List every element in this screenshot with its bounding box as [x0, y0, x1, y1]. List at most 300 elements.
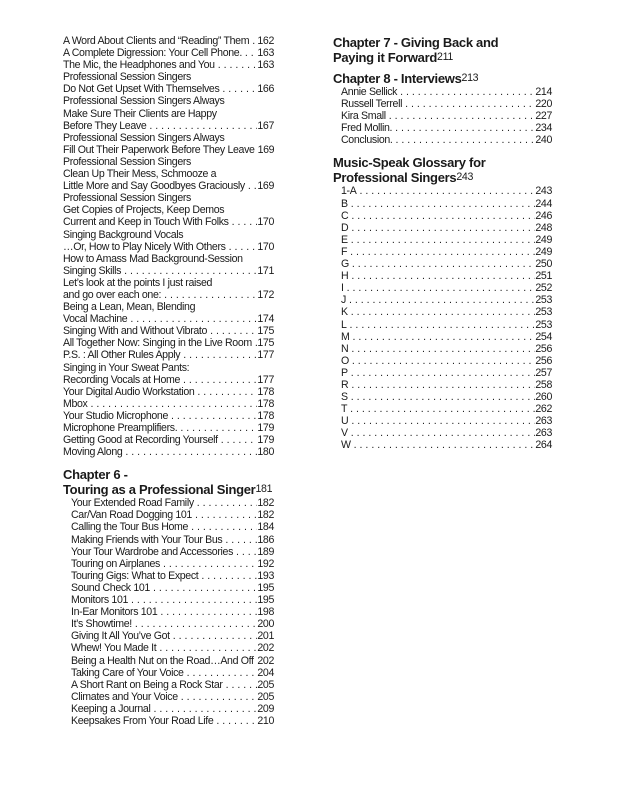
- chapter-title: Paying it Forward: [333, 50, 437, 65]
- dot-leader: [392, 122, 535, 134]
- page-number: 262: [535, 403, 552, 416]
- entry-title: Professional Session Singers Always: [63, 131, 225, 144]
- entry-title: Fred Mollin.: [341, 122, 393, 135]
- toc-entry[interactable]: [63, 301, 274, 325]
- toc-entry[interactable]: [63, 386, 274, 398]
- entry-title: Professional Session Singers: [63, 155, 191, 168]
- toc-entry-line: [63, 558, 274, 570]
- entry-title: Get Copies of Projects, Keep Demos: [63, 204, 225, 217]
- toc-entry-line: [63, 410, 274, 422]
- page-number: 253: [535, 306, 552, 319]
- page-number: 204: [257, 666, 274, 679]
- toc-entry[interactable]: [63, 434, 274, 446]
- toc-entry-line: [63, 241, 274, 253]
- entry-title: It’s Showtime!: [71, 618, 132, 631]
- toc-entry-line: [63, 667, 274, 679]
- entry-title: F: [341, 245, 348, 258]
- dot-leader: [127, 313, 257, 325]
- page-number: 209: [257, 702, 274, 715]
- dot-leader: [233, 546, 257, 558]
- toc-entry-line: [333, 222, 552, 234]
- dot-leader: [192, 509, 257, 521]
- toc-entry-line: [333, 343, 552, 355]
- toc-entry-line: [63, 156, 274, 168]
- toc-entry[interactable]: [63, 509, 274, 521]
- entry-title: Calling the Tour Bus Home: [71, 521, 189, 534]
- toc-entry-line: [63, 349, 274, 361]
- toc-entry[interactable]: [63, 630, 274, 642]
- toc-entry-line: [63, 313, 274, 325]
- toc-entry-line: [63, 132, 274, 144]
- dot-leader: [229, 216, 258, 228]
- dot-leader: [194, 386, 257, 398]
- toc-entry[interactable]: [63, 558, 274, 570]
- page-number: 227: [535, 110, 552, 123]
- toc-entry[interactable]: [63, 679, 274, 691]
- toc-entry[interactable]: [333, 210, 552, 222]
- dot-leader: [226, 241, 258, 253]
- page-number: 260: [535, 391, 552, 404]
- entry-title: Sound Check 101: [71, 581, 150, 594]
- dot-leader: [347, 319, 536, 331]
- entry-title: Fill Out Their Paperwork Before They Leave: [63, 143, 255, 156]
- toc-entry[interactable]: [333, 282, 552, 294]
- dot-leader: [161, 289, 257, 301]
- dot-leader: [348, 367, 536, 379]
- page-number: 172: [257, 288, 274, 301]
- page-number: 171: [257, 264, 274, 277]
- toc-entry[interactable]: [333, 185, 552, 197]
- toc-entry[interactable]: [333, 270, 552, 282]
- page-number: 186: [257, 533, 274, 546]
- entry-title: A Short Rant on Being a Rock Star: [71, 678, 223, 691]
- dot-leader: [188, 521, 257, 533]
- dot-leader: [347, 403, 535, 415]
- dot-leader: [184, 667, 258, 679]
- toc-entry[interactable]: [63, 192, 274, 228]
- entry-title: Singing in Your Sweat Pants:: [63, 361, 190, 374]
- toc-entry[interactable]: [333, 415, 552, 427]
- toc-entry-line: [63, 83, 274, 95]
- toc-entry-line: [333, 319, 552, 331]
- toc-entry-line: [63, 642, 274, 654]
- page-number: 182: [257, 497, 274, 510]
- page-number: 240: [535, 134, 552, 147]
- entry-title: Vocal Machine: [63, 313, 128, 326]
- toc-entry-line: [63, 71, 274, 83]
- page-number: 248: [535, 221, 552, 234]
- toc-entry-line: [63, 521, 274, 533]
- toc-entry-line: [63, 679, 274, 691]
- toc-entry[interactable]: [333, 198, 552, 210]
- page-number: 202: [257, 642, 274, 655]
- page-number: 246: [535, 209, 552, 222]
- page-number: 244: [535, 197, 552, 210]
- chapter-6-section: [63, 467, 274, 727]
- page-number: 179: [257, 434, 274, 447]
- entry-title: Being a Lean, Mean, Blending: [63, 301, 196, 314]
- toc-entry-line: [63, 509, 274, 521]
- chapter-heading-line: [333, 50, 552, 65]
- toc-entry-line: [63, 446, 274, 458]
- page-number: 249: [535, 233, 552, 246]
- entry-title: …Or, How to Play Nicely With Others: [63, 240, 226, 253]
- toc-entry[interactable]: [63, 35, 274, 47]
- chapter-heading-line: [63, 467, 274, 482]
- chapter-title: Touring as a Professional Singer: [63, 482, 256, 498]
- toc-entry-line: [333, 185, 552, 197]
- toc-entry-line: [63, 497, 274, 509]
- toc-entry[interactable]: [63, 156, 274, 192]
- entry-title: Mbox: [63, 397, 88, 410]
- toc-entry-line: [333, 270, 552, 282]
- toc-entry[interactable]: [63, 71, 274, 95]
- page-number: 184: [257, 521, 274, 534]
- toc-entry-line: [63, 325, 274, 337]
- entry-title: Monitors 101: [71, 594, 129, 607]
- toc-entry[interactable]: [63, 594, 274, 606]
- entry-title: In-Ear Monitors 101: [71, 606, 158, 619]
- entry-title: Singing Background Vocals: [63, 228, 184, 241]
- dot-leader: [348, 198, 536, 210]
- entry-title: B: [341, 197, 348, 210]
- dot-leader: [223, 679, 258, 691]
- chapter-heading-line: [333, 170, 552, 185]
- dot-leader: [207, 325, 257, 337]
- entry-title: Giving It All You’ve Got: [71, 630, 170, 643]
- toc-entry[interactable]: [63, 337, 274, 349]
- chapter-heading-line: [63, 482, 274, 497]
- toc-entry[interactable]: [63, 95, 274, 131]
- chapter-8-section: [333, 71, 552, 146]
- chapter-title: Chapter 8 - Interviews: [333, 71, 462, 86]
- spacer: [333, 146, 552, 155]
- entry-title: Car/Van Road Dogging 101: [71, 509, 192, 522]
- toc-entry[interactable]: [63, 229, 274, 253]
- page-number: 162: [257, 35, 274, 47]
- page-number: 195: [257, 594, 274, 607]
- page-number: 250: [535, 258, 552, 271]
- entry-title: H: [341, 270, 349, 283]
- toc-entry-line: [333, 331, 552, 343]
- toc-entry-line: [63, 289, 274, 301]
- page-number: 253: [535, 318, 552, 331]
- toc-entry[interactable]: [333, 86, 552, 98]
- toc-entry[interactable]: [63, 534, 274, 546]
- toc-entry-line: [333, 198, 552, 210]
- toc-entry[interactable]: [333, 258, 552, 270]
- page-number: 256: [535, 354, 552, 367]
- entry-title: Clean Up Their Mess, Schmooze a: [63, 168, 217, 181]
- dot-leader: [348, 234, 536, 246]
- page-number: 195: [257, 581, 274, 594]
- toc-entry[interactable]: [63, 570, 274, 582]
- dot-leader: [351, 439, 536, 451]
- page-number: 220: [535, 98, 552, 111]
- toc-entry-line: [333, 355, 552, 367]
- toc-entry-line: [63, 655, 274, 667]
- toc-entry-line: [63, 95, 274, 107]
- toc-entry-line: [63, 434, 274, 446]
- page-number: 178: [257, 409, 274, 422]
- page-number: 198: [257, 606, 274, 619]
- toc-entry[interactable]: [333, 294, 552, 306]
- chapter-heading-line: [333, 71, 552, 86]
- page-number: 177: [257, 349, 274, 362]
- toc-entry[interactable]: [63, 362, 274, 386]
- toc-entry[interactable]: [333, 98, 552, 110]
- page-number: 178: [257, 397, 274, 410]
- toc-entry-line: [63, 362, 274, 374]
- toc-entry[interactable]: [333, 355, 552, 367]
- toc-entry[interactable]: [333, 222, 552, 234]
- entry-title: Professional Session Singers Always: [63, 95, 225, 108]
- entry-title: Russell Terrell: [341, 98, 403, 111]
- entry-title: Making Friends with Your Tour Bus: [71, 533, 223, 546]
- page-number: 251: [535, 270, 552, 283]
- dot-leader: [157, 606, 257, 618]
- page-number: 182: [257, 509, 274, 522]
- toc-entries-list: [63, 35, 274, 458]
- toc-entry[interactable]: [63, 349, 274, 361]
- entry-title: Current and Keep in Touch With Folks: [63, 216, 229, 229]
- toc-entry[interactable]: [333, 439, 552, 451]
- dot-leader: [180, 374, 257, 386]
- toc-entry[interactable]: [333, 391, 552, 403]
- entry-title: Singing Skills: [63, 264, 122, 277]
- toc-entry[interactable]: [63, 703, 274, 715]
- dot-leader: [402, 98, 535, 110]
- toc-entry-line: [63, 204, 274, 216]
- toc-entry-line: [333, 98, 552, 110]
- entry-title: Make Sure Their Clients are Happy: [63, 107, 217, 120]
- dot-leader: [177, 422, 257, 434]
- dot-leader: [348, 222, 535, 234]
- entry-title: I: [341, 282, 344, 295]
- dot-leader: [128, 594, 257, 606]
- toc-entry[interactable]: [333, 306, 552, 318]
- dot-leader: [348, 391, 536, 403]
- toc-entry-line: [63, 168, 274, 180]
- toc-entry-line: [63, 277, 274, 289]
- toc-entry-line: [63, 253, 274, 265]
- toc-entry-line: [63, 630, 274, 642]
- page-number: 170: [257, 216, 274, 229]
- entry-title: All Together Now: Singing in the Live Room: [63, 337, 252, 350]
- toc-entry-line: [333, 86, 552, 98]
- toc-entry[interactable]: [63, 410, 274, 422]
- entry-title: How to Amass Mad Background-Session: [63, 252, 243, 265]
- page-number: 213: [461, 72, 479, 84]
- toc-entry-line: [63, 534, 274, 546]
- toc-entry[interactable]: [333, 246, 552, 258]
- dot-leader: [150, 703, 257, 715]
- toc-entry[interactable]: [63, 521, 274, 533]
- dot-leader: [347, 246, 535, 258]
- toc-entry[interactable]: [333, 343, 552, 355]
- dot-leader: [122, 446, 257, 458]
- entry-title: W: [341, 439, 351, 452]
- dot-leader: [168, 410, 257, 422]
- page-number: 163: [257, 59, 274, 72]
- dot-leader: [218, 434, 258, 446]
- entry-title: Your Extended Road Family: [71, 497, 194, 510]
- entry-title: N: [341, 342, 349, 355]
- toc-entry[interactable]: [333, 319, 552, 331]
- page-number: 169: [257, 143, 275, 156]
- page-number: 166: [257, 83, 274, 96]
- entry-title: Keeping a Journal: [71, 702, 151, 715]
- entry-title: and go over each one:: [63, 288, 162, 301]
- toc-entry-line: [63, 337, 274, 349]
- toc-entry[interactable]: [63, 422, 274, 434]
- toc-entry[interactable]: [63, 655, 274, 667]
- toc-entry[interactable]: [63, 325, 274, 337]
- toc-entry[interactable]: [333, 331, 552, 343]
- entry-title: L: [341, 318, 347, 331]
- dot-leader: [349, 331, 535, 343]
- entry-title: K: [341, 306, 348, 319]
- page-number: 205: [257, 678, 274, 691]
- toc-entry[interactable]: [63, 59, 274, 71]
- dot-leader: [348, 270, 535, 282]
- toc-entry[interactable]: [63, 446, 274, 458]
- dot-leader: [348, 210, 535, 222]
- page-number: 263: [535, 427, 552, 440]
- entry-title: Professional Session Singers: [63, 192, 191, 205]
- toc-entry-line: [63, 703, 274, 715]
- toc-entry[interactable]: [63, 398, 274, 410]
- toc-entry[interactable]: [63, 667, 274, 679]
- toc-entry[interactable]: [333, 110, 552, 122]
- toc-entry-line: [333, 234, 552, 246]
- toc-entry[interactable]: [333, 134, 552, 146]
- entry-title: Singing With and Without Vibrato: [63, 325, 208, 338]
- dot-leader: [198, 570, 257, 582]
- toc-entry[interactable]: [63, 642, 274, 654]
- toc-entry-line: [63, 120, 274, 132]
- toc-entry[interactable]: [333, 403, 552, 415]
- page-number: 254: [535, 330, 552, 343]
- entry-title: The Mic, the Headphones and You: [63, 59, 215, 72]
- page-number: 169: [257, 180, 274, 193]
- page-number: 243: [535, 185, 552, 198]
- toc-entry-line: [63, 59, 274, 71]
- dot-leader: [170, 630, 258, 642]
- dot-leader: [348, 306, 536, 318]
- toc-entry[interactable]: [63, 582, 274, 594]
- dot-leader: [222, 534, 257, 546]
- toc-entry-line: [333, 403, 552, 415]
- toc-entry[interactable]: [333, 122, 552, 134]
- page-number: 234: [535, 122, 552, 135]
- toc-entry[interactable]: [333, 234, 552, 246]
- toc-entry-line: [63, 180, 274, 192]
- page-number: 214: [535, 86, 552, 98]
- dot-leader: [245, 180, 258, 192]
- dot-leader: [348, 379, 535, 391]
- entry-title: V: [341, 427, 348, 440]
- page-number: 263: [535, 415, 552, 428]
- toc-entry[interactable]: [63, 691, 274, 703]
- entry-title: Annie Sellick: [341, 86, 398, 98]
- toc-entry[interactable]: [63, 47, 274, 59]
- page-number: 179: [257, 422, 274, 434]
- entry-title: Whew! You Made It: [71, 642, 157, 655]
- chapter-heading-line: [333, 35, 552, 50]
- page-number: 210: [257, 714, 274, 727]
- entry-title: Being a Health Nut on the Road…And Off: [71, 654, 254, 667]
- page-number: 180: [257, 446, 274, 459]
- page-number: 177: [257, 373, 274, 386]
- entry-title: O: [341, 354, 349, 367]
- dot-leader: [194, 497, 258, 509]
- toc-entry-line: [63, 192, 274, 204]
- page-number: 181: [255, 483, 273, 496]
- toc-entry[interactable]: [63, 715, 274, 727]
- toc-entry-line: [333, 367, 552, 379]
- dot-leader: [344, 282, 536, 294]
- toc-entry-line: [63, 144, 274, 156]
- toc-entry[interactable]: [333, 427, 552, 439]
- entry-title: 1-A: [341, 185, 357, 198]
- entry-title: Touring Gigs: What to Expect: [71, 569, 199, 582]
- entry-title: Your Digital Audio Workstation: [63, 385, 195, 398]
- chapter-title: Professional Singers: [333, 170, 457, 186]
- toc-entry[interactable]: [63, 618, 274, 630]
- entry-title: T: [341, 403, 348, 416]
- entry-title: R: [341, 378, 349, 391]
- toc-entry-line: [63, 301, 274, 313]
- entry-title: Before They Leave: [63, 119, 147, 132]
- toc-entry[interactable]: [63, 497, 274, 509]
- entry-title: Let’s look at the points I just raised: [63, 276, 213, 289]
- toc-entry[interactable]: [333, 379, 552, 391]
- toc-entry-line: [63, 570, 274, 582]
- toc-entry[interactable]: [63, 132, 274, 156]
- entry-title: M: [341, 330, 350, 343]
- toc-entry-line: [63, 618, 274, 630]
- toc-entry-line: [63, 715, 274, 727]
- toc-entry[interactable]: [63, 606, 274, 618]
- toc-entry-line: [333, 110, 552, 122]
- toc-entry[interactable]: [63, 546, 274, 558]
- chapter-title: Music-Speak Glossary for: [333, 155, 486, 171]
- entry-title: Microphone Preamplifiers.: [63, 422, 178, 434]
- dot-leader: [121, 265, 257, 277]
- toc-entry-line: [63, 582, 274, 594]
- page-number: 256: [535, 342, 552, 355]
- page-number: 178: [257, 385, 274, 398]
- toc-entry-line: [63, 35, 274, 47]
- entry-title: Getting Good at Recording Yourself: [63, 434, 218, 447]
- toc-entry-line: [333, 258, 552, 270]
- toc-entry-line: [63, 229, 274, 241]
- toc-entry-line: [63, 398, 274, 410]
- dot-leader: [88, 398, 258, 410]
- toc-entry[interactable]: [63, 253, 274, 277]
- dot-leader: [242, 47, 257, 59]
- toc-entry-line: [333, 122, 552, 134]
- entry-title: E: [341, 233, 348, 246]
- page-number: 175: [257, 325, 274, 338]
- toc-entry[interactable]: [63, 277, 274, 301]
- dot-leader: [249, 35, 257, 47]
- toc-entry[interactable]: [333, 367, 552, 379]
- dot-leader: [215, 59, 258, 71]
- page-number: 170: [257, 240, 274, 253]
- spacer: [63, 458, 274, 467]
